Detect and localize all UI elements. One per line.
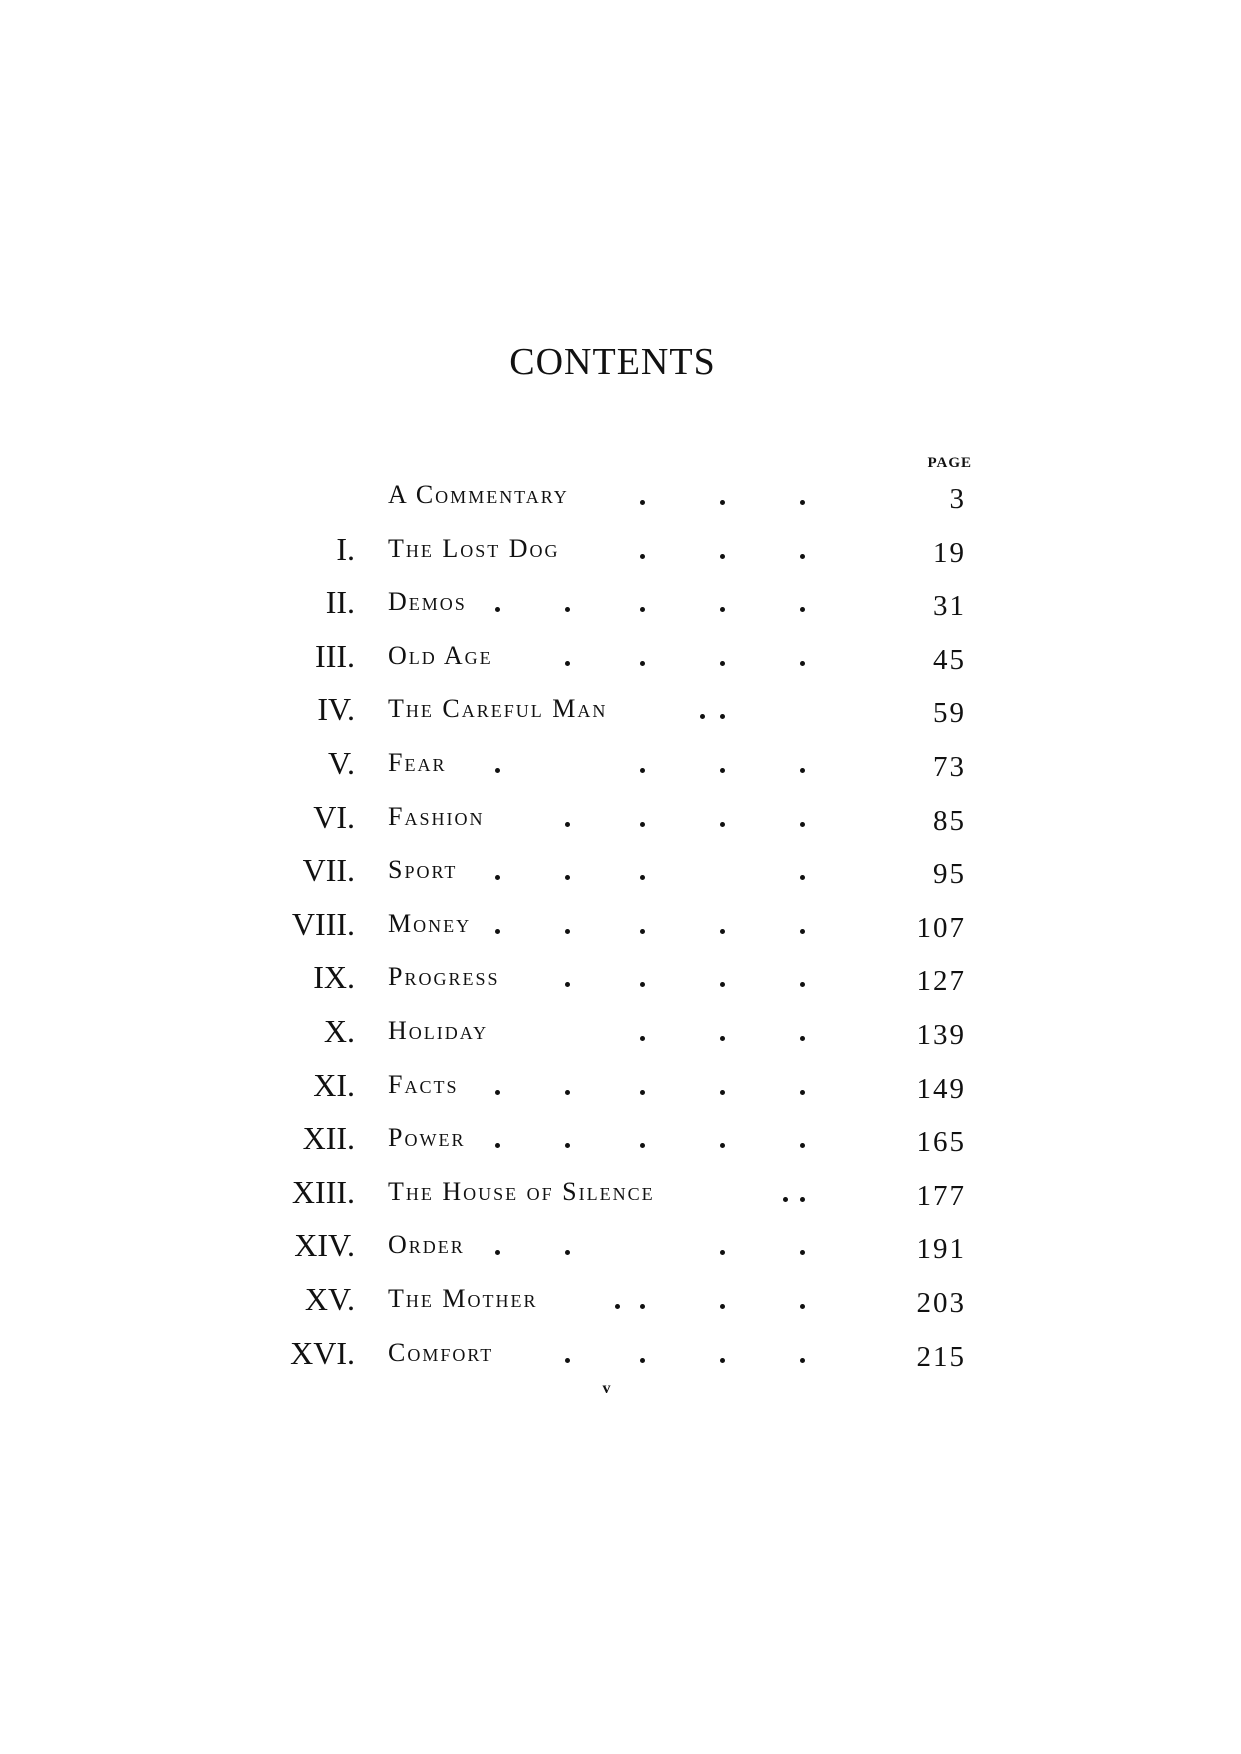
toc-entry bbox=[0, 1006, 1241, 1060]
chapter-title: Fashion bbox=[388, 801, 485, 831]
dot-leader bbox=[520, 792, 880, 842]
toc-entry bbox=[0, 1274, 1241, 1328]
dot-leader bbox=[520, 899, 880, 949]
leader-dot bbox=[565, 1358, 570, 1363]
leader-dot bbox=[495, 1250, 500, 1255]
leader-dot bbox=[565, 875, 570, 880]
leader-dot bbox=[495, 1143, 500, 1148]
dot-leader bbox=[520, 577, 880, 627]
toc-entry bbox=[0, 577, 1241, 631]
leader-dot bbox=[800, 500, 805, 505]
chapter-title: Power bbox=[388, 1123, 466, 1153]
leader-dot bbox=[800, 1358, 805, 1363]
leader-dot bbox=[720, 1358, 725, 1363]
toc-entry bbox=[0, 1328, 1241, 1382]
leader-dot bbox=[640, 554, 645, 559]
dot-leader bbox=[520, 631, 880, 681]
chapter-title: Sport bbox=[388, 855, 458, 885]
leader-dot bbox=[720, 822, 725, 827]
chapter-numeral: XV. bbox=[304, 1280, 355, 1317]
chapter-numeral: V. bbox=[328, 744, 355, 781]
leader-dot bbox=[720, 1036, 725, 1041]
dot-leader bbox=[520, 738, 880, 788]
leader-dot bbox=[720, 1304, 725, 1309]
chapter-numeral: III. bbox=[315, 637, 355, 674]
chapter-numeral: XVI. bbox=[290, 1334, 355, 1371]
folio-text: v bbox=[602, 1380, 611, 1397]
leader-dot bbox=[565, 607, 570, 612]
chapter-title: Facts bbox=[388, 1069, 459, 1099]
page-number: 73 bbox=[933, 750, 966, 783]
toc-entry bbox=[0, 1113, 1241, 1167]
page-number: 85 bbox=[933, 804, 966, 837]
toc-entry bbox=[0, 738, 1241, 792]
leader-dot bbox=[720, 1250, 725, 1255]
table-of-contents bbox=[0, 470, 1241, 1381]
leader-dot bbox=[640, 1036, 645, 1041]
leader-dot bbox=[495, 929, 500, 934]
chapter-title: Holiday bbox=[388, 1015, 489, 1045]
toc-entry bbox=[0, 524, 1241, 578]
leader-dot bbox=[565, 661, 570, 666]
leader-dot bbox=[800, 661, 805, 666]
dot-leader bbox=[520, 1006, 880, 1056]
leader-dot bbox=[720, 1090, 725, 1095]
leader-dot bbox=[565, 1090, 570, 1095]
leader-dot bbox=[800, 1304, 805, 1309]
leader-dot bbox=[800, 875, 805, 880]
chapter-title: A Commentary bbox=[388, 480, 569, 509]
leader-dot bbox=[720, 1143, 725, 1148]
page-number: 177 bbox=[916, 1179, 966, 1212]
dot-leader bbox=[520, 1167, 880, 1217]
page-heading bbox=[0, 340, 1241, 384]
dot-leader bbox=[520, 470, 880, 520]
leader-dot bbox=[800, 607, 805, 612]
leader-dot bbox=[565, 929, 570, 934]
page-number: 107 bbox=[916, 911, 966, 944]
leader-dot bbox=[565, 822, 570, 827]
chapter-title: Order bbox=[388, 1230, 465, 1260]
chapter-numeral: IX. bbox=[313, 959, 355, 996]
leader-dot bbox=[720, 982, 725, 987]
chapter-numeral: XIV. bbox=[294, 1227, 355, 1264]
leader-dot bbox=[640, 607, 645, 612]
dot-leader bbox=[520, 684, 880, 734]
toc-entry bbox=[0, 792, 1241, 846]
page-number: 59 bbox=[933, 697, 966, 730]
leader-dot bbox=[800, 554, 805, 559]
leader-dot bbox=[565, 982, 570, 987]
toc-entry bbox=[0, 1060, 1241, 1114]
leader-dot bbox=[720, 554, 725, 559]
chapter-numeral: X. bbox=[323, 1012, 355, 1049]
chapter-numeral: XIII. bbox=[291, 1173, 355, 1210]
chapter-title: Comfort bbox=[388, 1337, 494, 1367]
leader-dot bbox=[800, 768, 805, 773]
chapter-title: Progress bbox=[388, 962, 500, 992]
page-number: 139 bbox=[916, 1018, 966, 1051]
leader-dot bbox=[800, 1250, 805, 1255]
leader-dot bbox=[720, 500, 725, 505]
leader-dot bbox=[800, 822, 805, 827]
toc-entry bbox=[0, 684, 1241, 738]
dot-leader bbox=[520, 1274, 880, 1324]
leader-dot bbox=[495, 875, 500, 880]
leader-dot bbox=[640, 1090, 645, 1095]
chapter-numeral: VII. bbox=[302, 852, 355, 889]
leader-dot bbox=[615, 1304, 620, 1309]
leader-dot bbox=[800, 1090, 805, 1095]
chapter-numeral: XI. bbox=[313, 1066, 355, 1103]
chapter-numeral: IV. bbox=[317, 691, 355, 728]
page-number: 31 bbox=[933, 590, 966, 623]
leader-dot bbox=[800, 982, 805, 987]
page-number: 3 bbox=[949, 483, 966, 515]
leader-dot bbox=[495, 768, 500, 773]
leader-dot bbox=[720, 929, 725, 934]
chapter-title: The House of Silence bbox=[388, 1176, 655, 1206]
page-number: 165 bbox=[916, 1126, 966, 1159]
page-column-label: PAGE bbox=[927, 455, 972, 471]
dot-leader bbox=[520, 1060, 880, 1110]
toc-entry bbox=[0, 1167, 1241, 1221]
chapter-numeral: II. bbox=[325, 584, 355, 621]
heading-text: CONTENTS bbox=[509, 341, 716, 383]
leader-dot bbox=[800, 929, 805, 934]
chapter-title: Money bbox=[388, 908, 472, 938]
leader-dot bbox=[640, 661, 645, 666]
chapter-numeral: I. bbox=[336, 530, 355, 567]
page-number: 19 bbox=[933, 536, 966, 569]
leader-dot bbox=[720, 768, 725, 773]
leader-dot bbox=[720, 714, 725, 719]
toc-entry bbox=[0, 470, 1241, 524]
page-number: 149 bbox=[916, 1072, 966, 1105]
chapter-numeral: VI. bbox=[313, 798, 355, 835]
dot-leader bbox=[520, 845, 880, 895]
leader-dot bbox=[800, 1143, 805, 1148]
leader-dot bbox=[495, 1090, 500, 1095]
toc-entry bbox=[0, 845, 1241, 899]
leader-dot bbox=[495, 607, 500, 612]
page-number: 95 bbox=[933, 858, 966, 891]
leader-dot bbox=[565, 1250, 570, 1255]
leader-dot bbox=[640, 768, 645, 773]
leader-dot bbox=[640, 500, 645, 505]
page-number: 127 bbox=[916, 965, 966, 998]
chapter-title: Old Age bbox=[388, 640, 493, 670]
toc-entry bbox=[0, 952, 1241, 1006]
leader-dot bbox=[640, 929, 645, 934]
chapter-title: Demos bbox=[388, 587, 467, 617]
chapter-title: The Mother bbox=[388, 1283, 538, 1313]
leader-dot bbox=[783, 1197, 788, 1202]
chapter-numeral: XII. bbox=[302, 1120, 355, 1157]
leader-dot bbox=[640, 875, 645, 880]
leader-dot bbox=[640, 822, 645, 827]
folio-page-number bbox=[0, 1380, 1241, 1398]
leader-dot bbox=[800, 1036, 805, 1041]
chapter-title: Fear bbox=[388, 747, 447, 777]
toc-entry bbox=[0, 1220, 1241, 1274]
toc-entry bbox=[0, 899, 1241, 953]
chapter-title: The Careful Man bbox=[388, 694, 608, 724]
page-number: 203 bbox=[916, 1286, 966, 1319]
leader-dot bbox=[720, 607, 725, 612]
toc-entry bbox=[0, 631, 1241, 685]
dot-leader bbox=[520, 1113, 880, 1163]
leader-dot bbox=[640, 1143, 645, 1148]
leader-dot bbox=[720, 661, 725, 666]
page-number: 215 bbox=[916, 1340, 966, 1373]
leader-dot bbox=[800, 1197, 805, 1202]
dot-leader bbox=[520, 952, 880, 1002]
page-number: 191 bbox=[916, 1233, 966, 1266]
page-number: 45 bbox=[933, 643, 966, 676]
dot-leader bbox=[520, 524, 880, 574]
leader-dot bbox=[640, 982, 645, 987]
dot-leader bbox=[520, 1328, 880, 1378]
chapter-numeral: VIII. bbox=[291, 905, 355, 942]
dot-leader bbox=[520, 1220, 880, 1270]
leader-dot bbox=[700, 714, 705, 719]
leader-dot bbox=[640, 1304, 645, 1309]
chapter-title: The Lost Dog bbox=[388, 533, 560, 563]
leader-dot bbox=[640, 1358, 645, 1363]
leader-dot bbox=[565, 1143, 570, 1148]
